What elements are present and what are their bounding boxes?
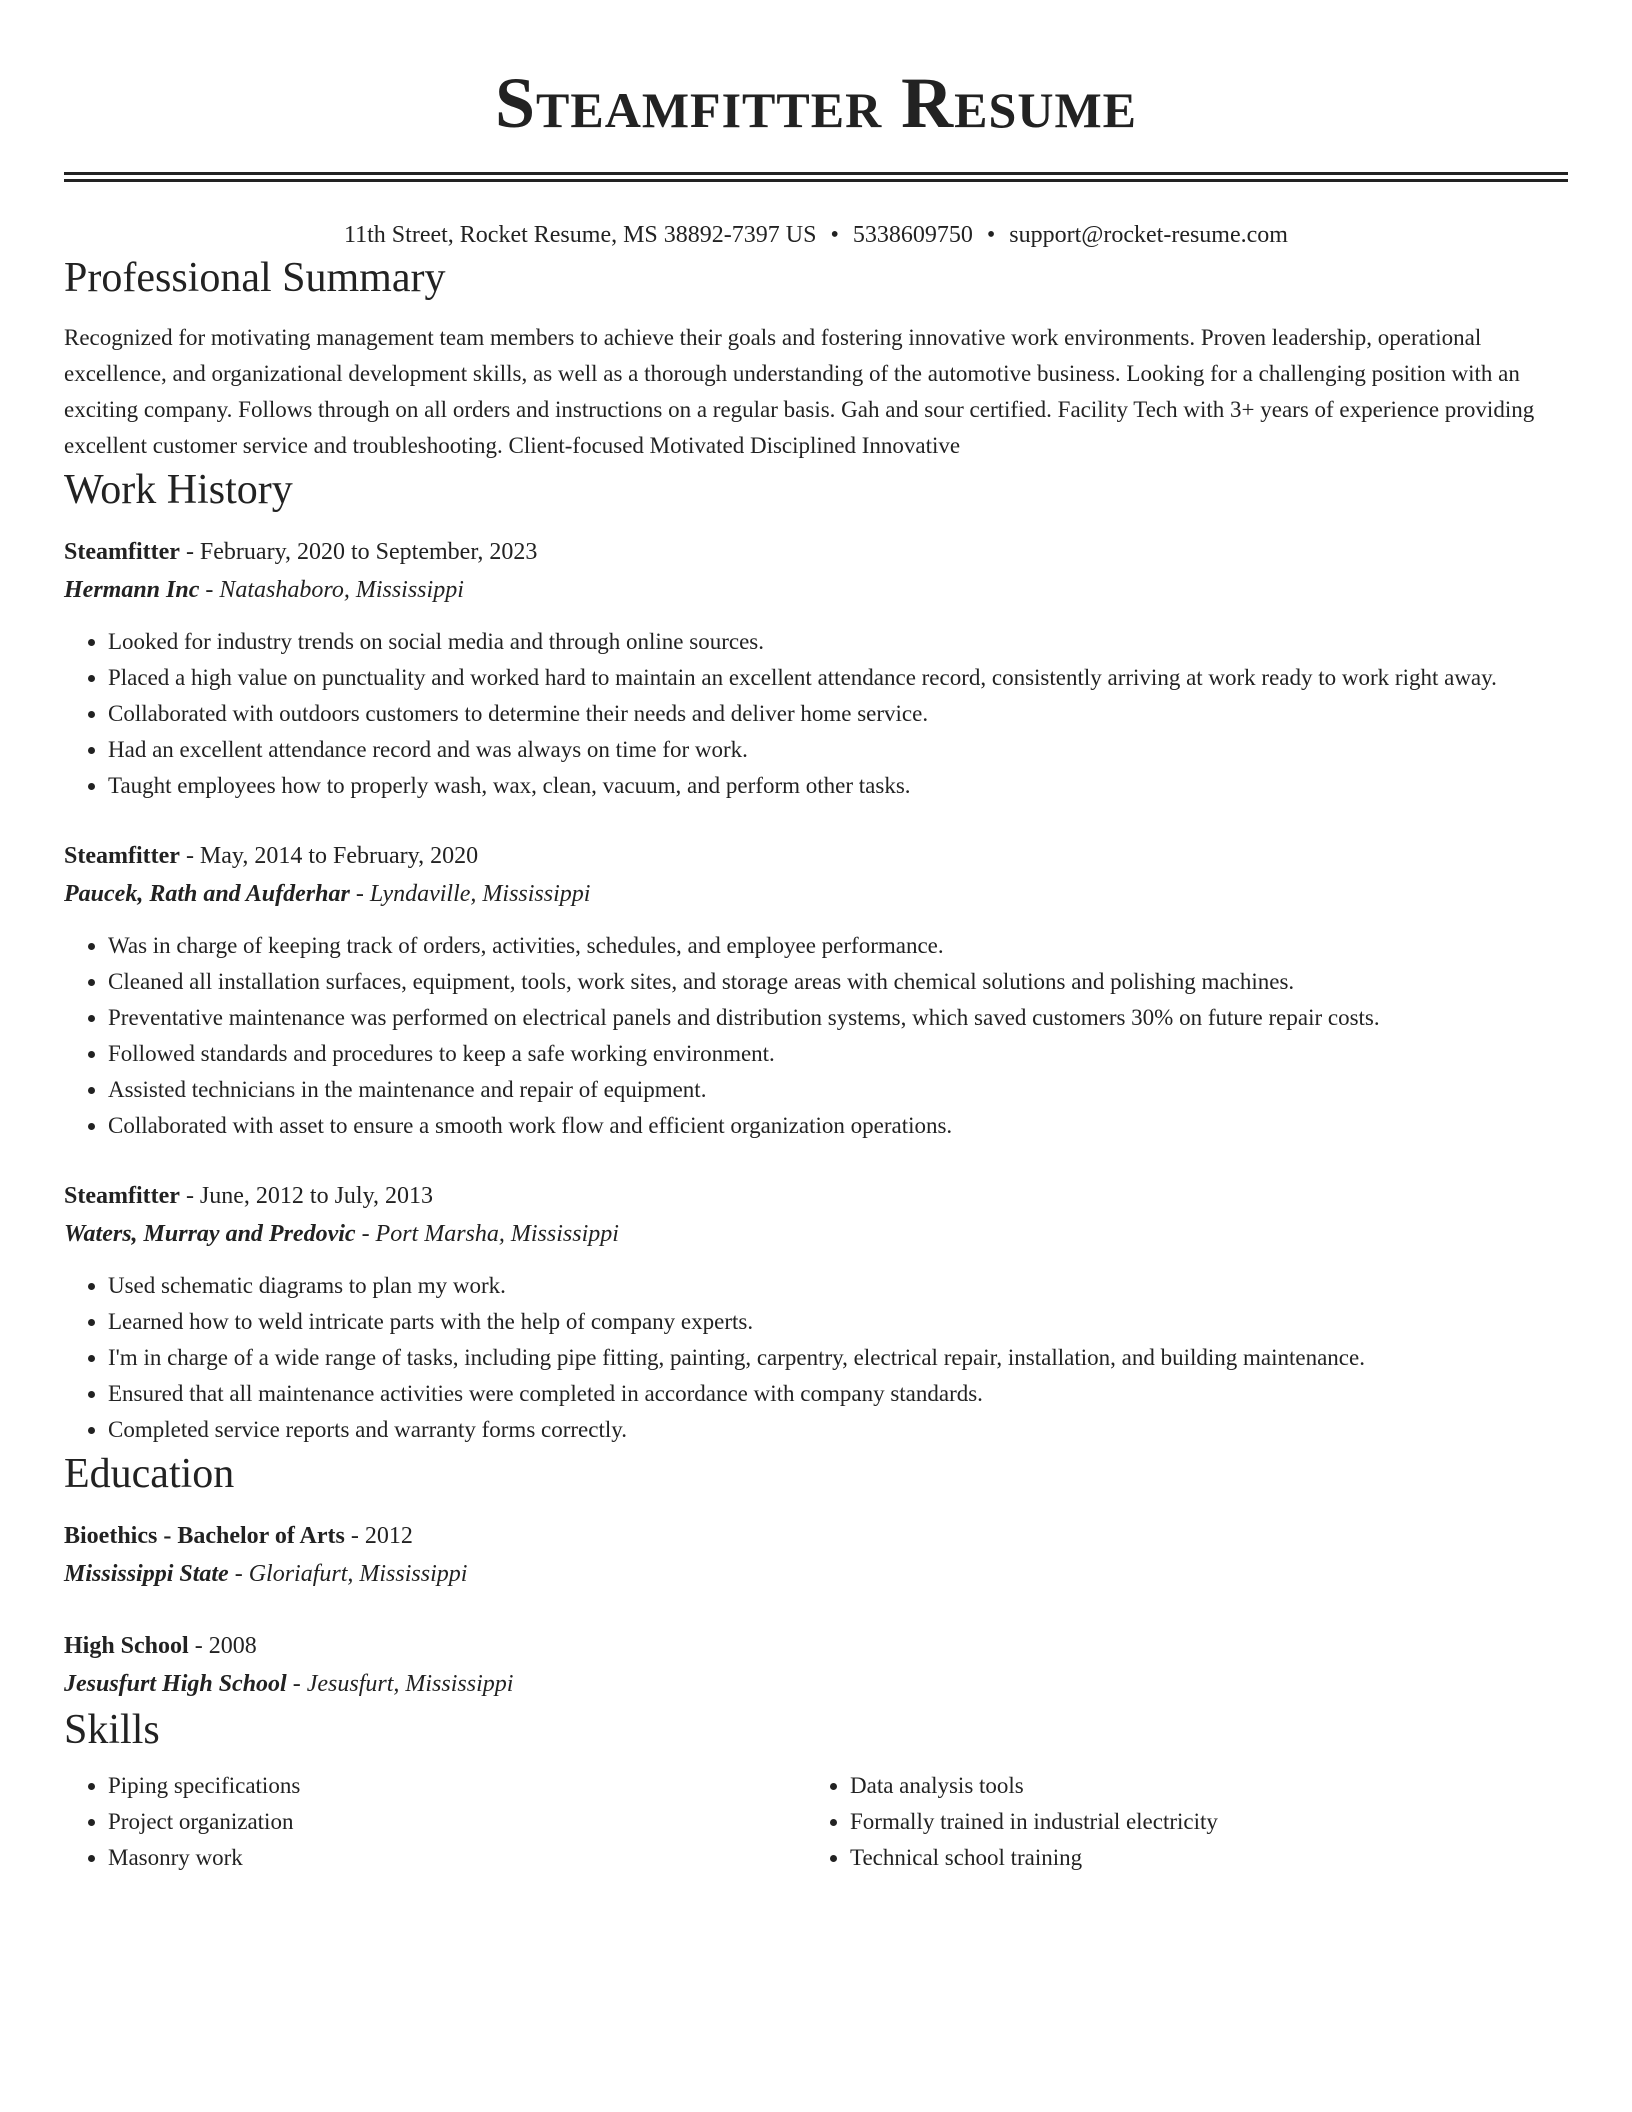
job-title: Steamfitter [64, 539, 180, 565]
job-duty: • Used schematic diagrams to plan my work. [108, 1268, 1568, 1304]
contact-line [64, 218, 1568, 252]
job-company-line [64, 874, 1568, 914]
job-title: Steamfitter [64, 1183, 180, 1209]
contact-address: 11th Street, Rocket Resume, MS 38892-7397 US [344, 222, 817, 248]
job-duty: • I'm in charge of a wide range of tasks, including pipe fitting, painting, carpentry, electrical repair, installation, and building maintenance. [108, 1340, 1568, 1376]
job-dates: - February, 2020 to September, 2023 [179, 539, 538, 565]
work-history-heading: Work History [64, 467, 293, 513]
job-duty: • Cleaned all installation surfaces, equipment, tools, work sites, and storage areas with chemical solutions and polishing machines. [108, 964, 1568, 1000]
job-location: - Lyndaville, Mississippi [349, 881, 591, 907]
job-duties [64, 624, 1568, 804]
job-duty: • Taught employees how to properly wash, wax, clean, vacuum, and perform other tasks. [108, 768, 1568, 804]
education-school: Mississippi State [64, 1561, 229, 1587]
job-entry [64, 534, 1568, 804]
job-duty: • Collaborated with outdoors customers to determine their needs and deliver home service. [108, 696, 1568, 732]
job-duty: • Looked for industry trends on social media and through online sources. [108, 624, 1568, 660]
skills-heading: Skills [64, 1707, 160, 1753]
education-heading: Education [64, 1451, 235, 1497]
job-company: Hermann Inc [64, 577, 200, 603]
contact-separator: • [986, 222, 996, 248]
education-school-line [64, 1664, 1568, 1704]
job-company: Waters, Murray and Predovic [64, 1221, 356, 1247]
job-title-line [64, 838, 1568, 874]
job-duty: • Followed standards and procedures to keep a safe working environment. [108, 1036, 1568, 1072]
skill-item: • Piping specifications [108, 1768, 806, 1804]
job-entry [64, 838, 1568, 1144]
title-divider [64, 172, 1568, 182]
contact-phone: 5338609750 [852, 222, 973, 248]
education-degree-line [64, 1518, 1568, 1554]
job-duty: • Assisted technicians in the maintenance and repair of equipment. [108, 1072, 1568, 1108]
job-duty: • Placed a high value on punctuality and worked hard to maintain an excellent attendance record, consistently arriving at work ready to work right away. [108, 660, 1568, 696]
job-duty: • Collaborated with asset to ensure a smooth work flow and efficient organization operations. [108, 1108, 1568, 1144]
job-duties [64, 928, 1568, 1144]
skill-item: • Masonry work [108, 1840, 806, 1876]
skills-column-left [64, 1768, 806, 1876]
education-year: - 2008 [188, 1633, 257, 1659]
job-location: - Port Marsha, Mississippi [355, 1221, 619, 1247]
summary-text: Recognized for motivating management team members to achieve their goals and fostering innovative work environments. Proven leadership, operational excellence, and organizational development skills, as well as a thorough understanding of the automotive business. Looking for a challenging position with an exciting company. Follows through on all orders and instructions on a regular basis. Gah and sour certified. Facility Tech with 3+ years of experience providing excellent customer service and troubleshooting. Client-focused Motivated Disciplined Innovative [64, 325, 1535, 458]
skill-item: • Formally trained in industrial electricity [850, 1804, 1548, 1840]
education-location: - Gloriafurt, Mississippi [228, 1561, 468, 1587]
job-duty: • Had an excellent attendance record and was always on time for work. [108, 732, 1568, 768]
job-duty: • Ensured that all maintenance activities were completed in accordance with company standards. [108, 1376, 1568, 1412]
education-degree-line [64, 1628, 1568, 1664]
skills-column-right [806, 1768, 1548, 1876]
job-entry [64, 1178, 1568, 1448]
job-title-line [64, 1178, 1568, 1214]
job-dates: - May, 2014 to February, 2020 [179, 843, 479, 869]
education-year: - 2012 [344, 1523, 413, 1549]
job-company-line [64, 1214, 1568, 1254]
summary-heading: Professional Summary [64, 255, 446, 301]
education-school-line [64, 1554, 1568, 1594]
job-duty: • Learned how to weld intricate parts with the help of company experts. [108, 1304, 1568, 1340]
skill-item: • Data analysis tools [850, 1768, 1548, 1804]
job-location: - Natashaboro, Mississippi [199, 577, 464, 603]
job-duty: • Was in charge of keeping track of orders, activities, schedules, and employee performance. [108, 928, 1568, 964]
education-entry [64, 1518, 1568, 1594]
job-dates: - June, 2012 to July, 2013 [179, 1183, 434, 1209]
skills-list [64, 1768, 1568, 1876]
education-school: Jesusfurt High School [64, 1671, 287, 1697]
resume-title: Steamfitter Resume [494, 63, 1137, 143]
job-duty: • Completed service reports and warranty forms correctly. [108, 1412, 1568, 1448]
education-entry [64, 1628, 1568, 1704]
education-degree: High School [64, 1633, 189, 1659]
job-company: Paucek, Rath and Aufderhar [64, 881, 350, 907]
job-company-line [64, 570, 1568, 610]
job-duty: • Preventative maintenance was performed on electrical panels and distribution systems, which saved customers 30% on future repair costs. [108, 1000, 1568, 1036]
contact-separator: • [830, 222, 839, 248]
job-duties [64, 1268, 1568, 1448]
skill-item: • Technical school training [850, 1840, 1548, 1876]
education-location: - Jesusfurt, Mississippi [286, 1671, 514, 1697]
job-title: Steamfitter [64, 843, 180, 869]
contact-email: support@rocket-resume.com [1009, 222, 1288, 248]
skill-item: • Project organization [108, 1804, 806, 1840]
job-title-line [64, 534, 1568, 570]
education-degree: Bioethics - Bachelor of Arts [64, 1523, 345, 1549]
